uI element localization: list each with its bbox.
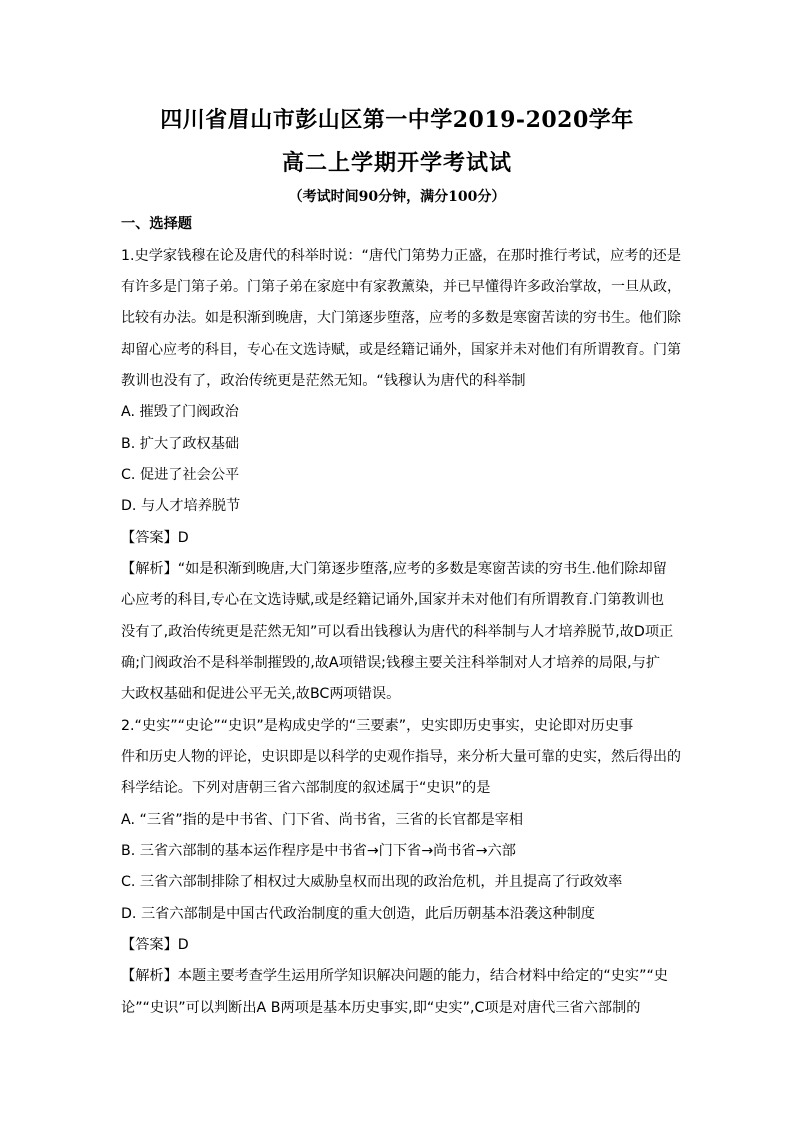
q2-option-c: C. 三省六部制排除了相权过大威胁皇权而出现的政治危机，并且提高了行政效率 xyxy=(121,874,623,890)
q1-stem-line: 却留心应考的科目，专心在文选诗赋，或是经籍记诵外，国家并未对他们有所谓教育。门第 xyxy=(121,342,681,358)
q1-option-d: D. 与人才培养脱节 xyxy=(121,498,241,514)
q1-answer: 【答案】D xyxy=(121,530,189,546)
q2-analysis-line: 【解析】本题主要考查学生运用所学知识解决问题的能力，结合材料中给定的“史实”“史 xyxy=(121,968,668,984)
q1-analysis-line: 大政权基础和促进公平无关,故BC两项错误。 xyxy=(121,686,401,702)
q1-stem-line: 1.史学家钱穆在论及唐代的科举时说：“唐代门第势力正盛，在那时推行考试，应考的还是 xyxy=(121,248,682,264)
q2-stem-line: 科学结论。下列对唐朝三省六部制度的叙述属于“史识”的是 xyxy=(121,780,491,796)
q2-analysis-line: 论”“史识”可以判断出A B两项是基本历史事实,即“史实”,C项是对唐代三省六部制的 xyxy=(121,1000,641,1016)
q2-stem-line: 2.“史实”“史论”“史识”是构成史学的“三要素”，史实即历史事实，史论即对历史事 xyxy=(121,718,634,734)
q1-analysis-line: 【解析】“如是积渐到晚唐,大门第逐步堕落,应考的多数是寒窗苦读的穷书生.他们除却留 xyxy=(121,561,667,577)
q1-stem-line: 有许多是门第子弟。门第子弟在家庭中有家教薰染，并已早懂得许多政治掌故，一旦从政， xyxy=(121,279,681,295)
q1-stem-line: 比较有办法。如是积渐到晚唐，大门第逐步堕落，应考的多数是寒窗苦读的穷书生。他们除 xyxy=(121,310,681,326)
q1-analysis-line: 确;门阀政治不是科举制摧毁的,故A项错误;钱穆主要关注科举制对人才培养的局限,与扩 xyxy=(121,655,661,671)
q2-option-d: D. 三省六部制是中国古代政治制度的重大创造，此后历朝基本沿袭这种制度 xyxy=(121,906,595,922)
q2-stem-line: 件和历史人物的评论，史识即是以科学的史观作指导，来分析大量可靠的史实，然后得出的 xyxy=(121,749,681,765)
section-heading: 一、选择题 xyxy=(121,216,192,232)
q1-analysis-line: 心应考的科目,专心在文选诗赋,或是经籍记诵外,国家并未对他们有所谓教育.门第教训也 xyxy=(121,592,664,608)
q2-option-a: A. “三省”指的是中书省、门下省、尚书省，三省的长官都是宰相 xyxy=(121,812,524,828)
exam-info-subtitle: （考试时间90分钟，满分100分） xyxy=(288,189,506,205)
q1-option-b: B. 扩大了政权基础 xyxy=(121,436,240,452)
q1-option-a: A. 摧毁了门阀政治 xyxy=(121,404,239,420)
q1-stem-line: 教训也没有了，政治传统更是茫然无知。“钱穆认为唐代的科举制 xyxy=(121,373,526,389)
document-title-line2: 高二上学期开学考试试 xyxy=(281,150,512,176)
q2-option-b: B. 三省六部制的基本运作程序是中书省→门下省→尚书省→六部 xyxy=(121,843,516,859)
document-title-line1: 四川省眉山市彭山区第一中学2019-2020学年 xyxy=(160,107,634,133)
q1-analysis-line: 没有了,政治传统更是茫然无知”可以看出钱穆认为唐代的科举制与人才培养脱节,故D项正 xyxy=(121,624,674,640)
q1-option-c: C. 促进了社会公平 xyxy=(121,467,240,483)
q2-answer: 【答案】D xyxy=(121,937,189,953)
